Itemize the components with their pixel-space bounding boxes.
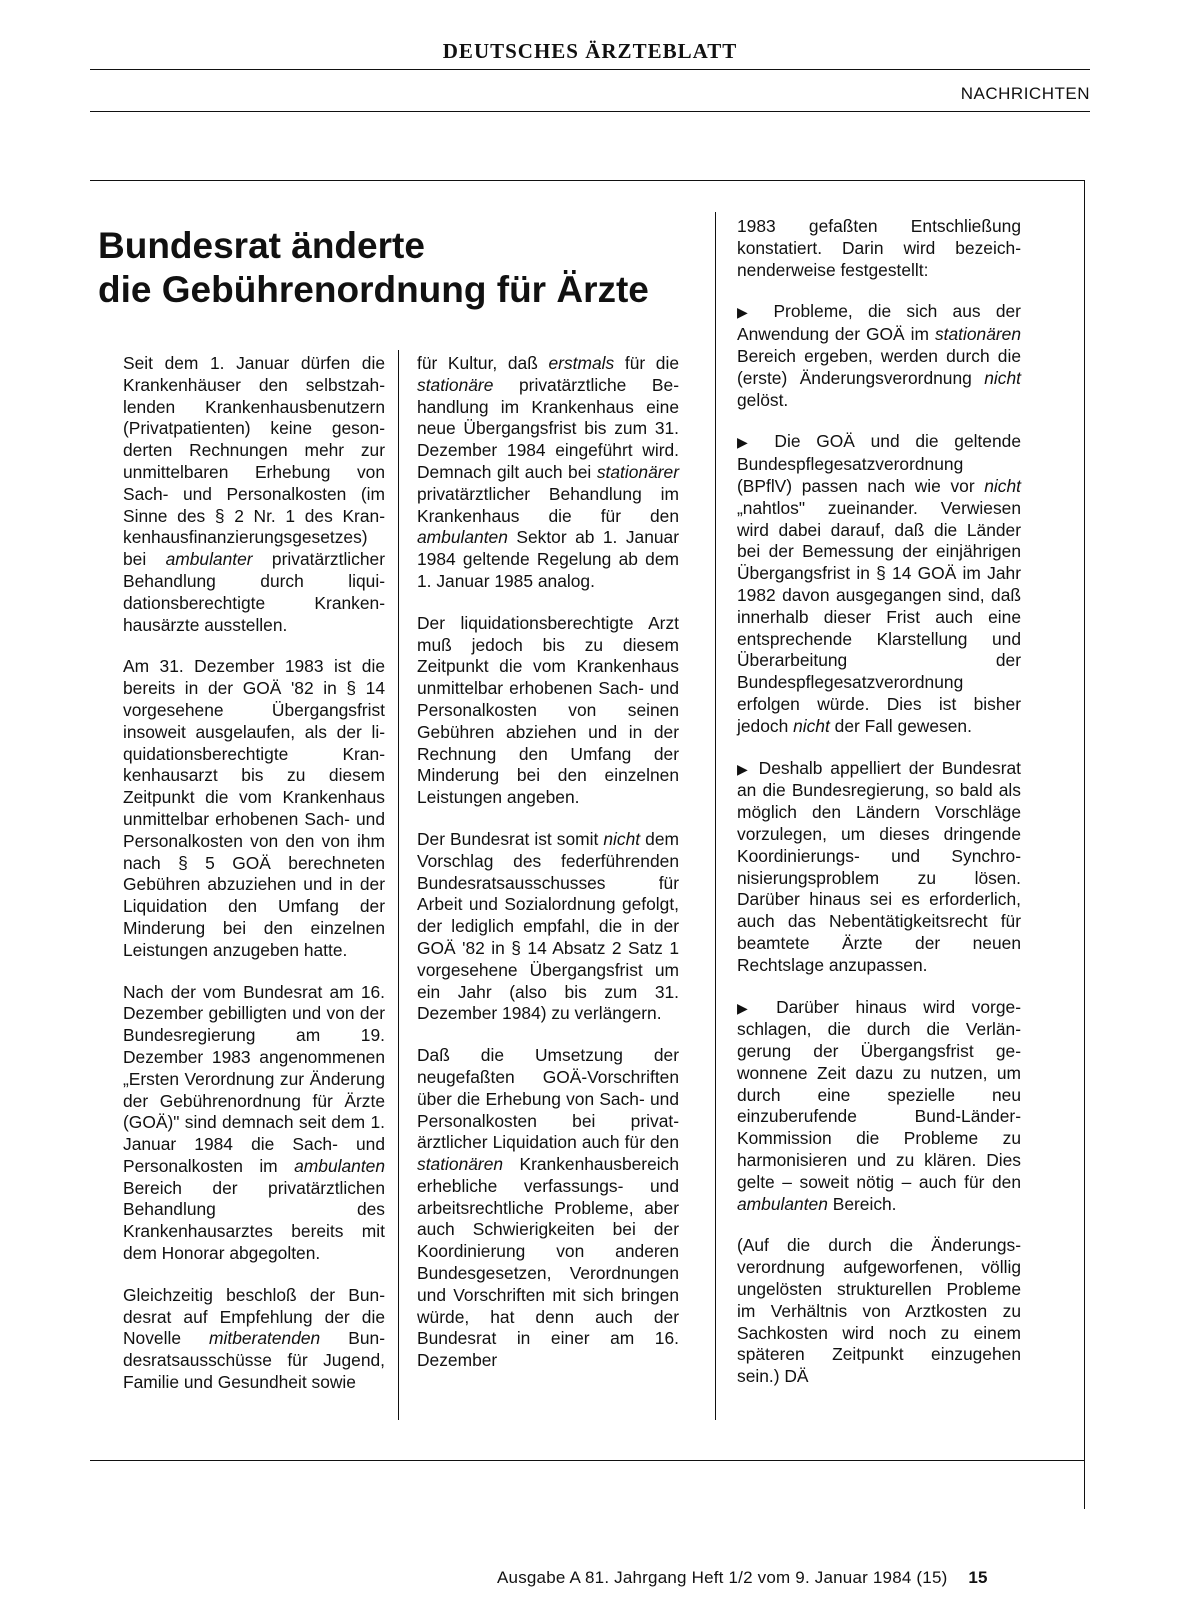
section-label: NACHRICHTEN	[960, 84, 1090, 103]
bullet-paragraph	[737, 301, 1021, 411]
bullet-text: Darüber hinaus wird vorgeschlagen, die durch die Verlängerung der Übergangsfrist gewonnene Zeit dazu zu nutzen, um durch eine spezielle neu einzuberufende Bund-Länder-Kommission die Probleme zu harmonisieren und zu klären. Dies gelte – soweit nötig – auch für den ambulanten Bereich.	[737, 996, 1021, 1214]
paragraph: Der Bundesrat ist somit nicht dem Vorschlag des federführenden Bundesratsausschusses für Arbeit und Sozialordnung gefolgt, der lediglich empfahl, die in der GOÄ '82 in § 14 Absatz 2 Satz 1 vorgesehene Übergangsfrist um ein Jahr (also bis zum 31. Dezember 1984) zu verlängern.	[417, 828, 679, 1024]
triangle-bullet-icon: ▶	[737, 434, 759, 451]
triangle-bullet-icon: ▶	[737, 304, 759, 321]
paragraph: Der liquidationsberechtigte Arzt muß jedoch bis zu diesem Zeitpunkt die vom Krankenhaus unmittelbar erhobenen Sach- und Personalkosten von seinen Gebühren abziehen und in der Rechnung den Umfang der Minderung bei den einzelnen Leistungen angeben.	[417, 612, 679, 808]
headline-line-2: die Gebührenordnung für Ärzte	[98, 269, 649, 310]
page-footer	[497, 1568, 988, 1588]
article-headline	[98, 224, 738, 312]
bullet-text: Deshalb appelliert der Bundesrat an die Bundesregierung, so bald als möglich den Ländern Vorschläge vorzulegen, um dieses dringende Koordinierungs- und Synchronisierungsproblem zu lösen. Darüber hinaus sei es erforderlich, auch das Nebentätigkeitsrecht für beamtete Ärzte der neuen Rechtslage anzupassen.	[737, 757, 1021, 975]
bullet-paragraph	[737, 431, 1021, 737]
triangle-bullet-icon: ▶	[737, 760, 751, 777]
paragraph: Nach der vom Bundesrat am 16. Dezember gebilligten und von der Bundesregierung am 19. Dezember 1983 angenommenen „Ersten Verordnung zur Änderung der Gebührenordnung für Ärzte (GOÄ)" sind demnach seit dem 1. Januar 1984 die Sach- und Personalkosten im ambulanten Bereich der privatärztlichen Behandlung des Krankenhausarztes bereits mit dem Honorar abgegolten.	[123, 981, 385, 1264]
paragraph: Gleichzeitig beschloß der Bundesrat auf Empfehlung der die Novelle mitberatenden Bundesratsausschüsse für Jugend, Familie und Gesundheit sowie	[123, 1284, 385, 1393]
article-column-2	[417, 353, 679, 1392]
paragraph: Am 31. Dezember 1983 ist die bereits in der GOÄ '82 in § 14 vorgesehene Übergangsfrist insoweit ausgelaufen, als der liquidationsberechtigte Krankenhausarzt bis zu diesem Zeitpunkt die vom Krankenhaus unmittelbar erhobenen Sach- und Personalkosten von den von ihm nach § 5 GOÄ berechneten Gebühren abzuziehen und in der Liquidation den Umfang der Minderung bei den einzelnen Leistungen anzugeben hatte.	[123, 656, 385, 960]
bullet-paragraph	[737, 997, 1021, 1216]
bottom-rule	[90, 1460, 1084, 1461]
bullet-text: Die GOÄ und die geltende Bundespflegesatzverordnung (BPflV) passen nach wie vor nicht „nahtlos" zueinander. Verwiesen wird dabei darauf, daß die Länder bei der Bemessung der einjährigen Übergangsfrist in § 14 GOÄ im Jahr 1982 davon ausgegangen sind, daß innerhalb dieser Frist auch eine entsprechende Klarstellung und Überarbeitung der Bundespflegesatzverordnung erfolgen würde. Dies ist bisher jedoch nicht der Fall gewesen.	[737, 431, 1021, 736]
paragraph: 1983 gefaßten Entschließung konstatiert. Darin wird bezeichnenderweise festgestellt:	[737, 216, 1021, 280]
column-divider-1	[398, 350, 399, 1420]
issue-info: Ausgabe A 81. Jahrgang Heft 1/2 vom 9. Januar 1984 (15)	[497, 1568, 948, 1587]
bullet-text: Probleme, die sich aus der Anwendung der GOÄ im stationären Bereich ergeben, werden durch die (erste) Änderungsverordnung nicht gelöst.	[737, 301, 1021, 410]
triangle-bullet-icon: ▶	[737, 999, 760, 1016]
article-column-1	[123, 353, 385, 1414]
article-column-3	[737, 216, 1021, 1408]
section-rule	[90, 111, 1090, 112]
paragraph: Seit dem 1. Januar dürfen die Krankenhäuser den selbstzahlenden Krankenhausbenutzern (Privatpatienten) keine gesonderten Rechnungen mehr zur unmittelbaren Erhebung von Sach- und Personalkosten (im Sinne des § 2 Nr. 1 des Krankenhausfinanzierungsgesetzes) bei ambulanter privatärztlicher Behandlung durch liquidationsberechtigte Krankenhausärzte ausstellen.	[123, 353, 385, 635]
bullet-paragraph	[737, 758, 1021, 977]
paragraph: für Kultur, daß erstmals für die stationäre privatärztliche Behandlung im Krankenhaus eine neue Übergangsfrist bis zum 31. Dezember 1984 eingeführt wird. Demnach gilt auch bei stationärer privatärztlicher Behandlung im Krankenhaus die für den ambulanten Sektor ab 1. Januar 1984 geltende Regelung ab dem 1. Januar 1985 analog.	[417, 353, 680, 591]
column-divider-2	[715, 212, 716, 1420]
page-number: 15	[968, 1568, 988, 1587]
masthead: DEUTSCHES ÄRZTEBLATT	[442, 39, 738, 63]
headline-line-1: Bundesrat änderte	[98, 225, 425, 266]
masthead-rule	[90, 69, 1090, 70]
paragraph: Daß die Umsetzung der neugefaßten GOÄ-Vorschriften über die Erhebung von Sach- und Personalkosten bei privatärztlicher Liquidation auch für den stationären Krankenhausbereich erhebliche verfassungs- und arbeitsrechtliche Probleme, aber auch Schwierigkeiten bei der Koordinierung von anderen Bundesgesetzen, Verordnungen und Vorschriften mit sich bringen würde, hat denn auch der Bundesrat in einer am 16. Dezember	[417, 1045, 679, 1371]
paragraph: (Auf die durch die Änderungsverordnung aufgeworfenen, völlig ungelösten strukturellen Probleme im Verhältnis von Arztkosten zu Sachkosten wird noch zu einem späteren Zeitpunkt einzugehen sein.) DÄ	[737, 1235, 1021, 1387]
